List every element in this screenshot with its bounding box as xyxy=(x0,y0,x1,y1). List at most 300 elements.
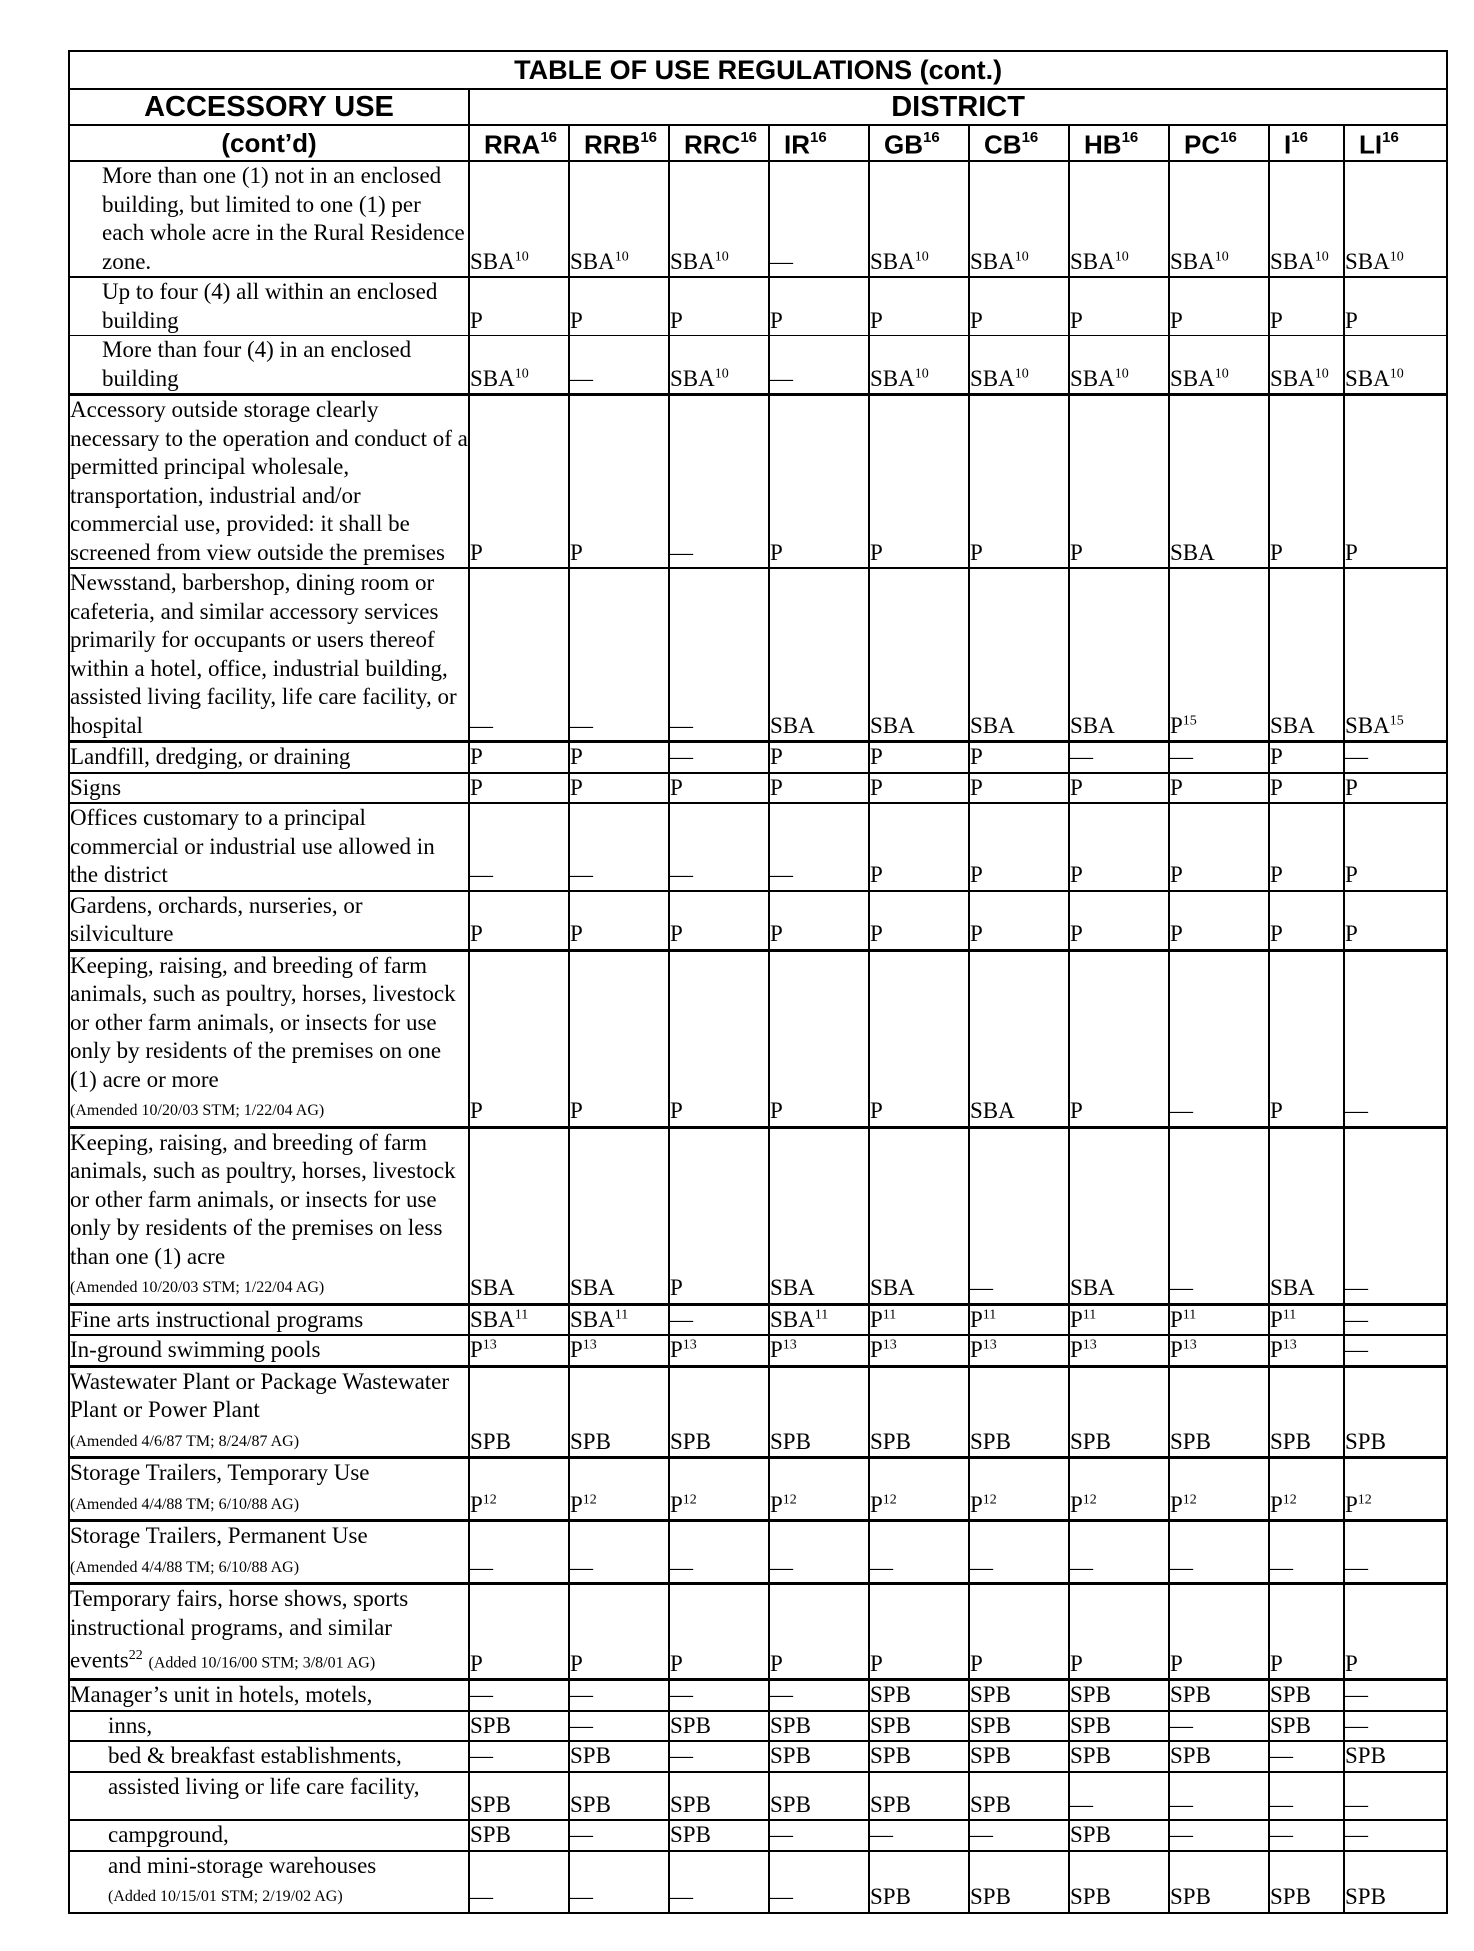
permission-code: P xyxy=(770,1491,783,1517)
use-description: bed & breakfast establishments, xyxy=(108,1743,402,1769)
district-column-header xyxy=(769,125,869,161)
permission-cell xyxy=(869,1772,969,1821)
permission-cell xyxy=(669,1772,769,1821)
permission-cell xyxy=(1344,336,1447,395)
permission-code: P xyxy=(870,1491,883,1517)
permission-code: P xyxy=(1345,1650,1358,1676)
permission-cell xyxy=(769,803,869,891)
permission-code: P xyxy=(1345,774,1358,800)
permission-cell xyxy=(469,1772,569,1821)
permission-code: SPB xyxy=(870,1712,911,1738)
permission-code: P xyxy=(870,1306,883,1332)
permission-code: — xyxy=(1345,744,1368,769)
use-description: Manager’s unit in hotels, motels, xyxy=(70,1682,373,1708)
permission-code: P xyxy=(870,1650,883,1676)
permission-code: P xyxy=(570,774,583,800)
permission-cell xyxy=(469,742,569,773)
accessory-use-subheader: (cont’d) xyxy=(69,125,469,161)
permission-cell xyxy=(1344,742,1447,773)
permission-code: SBA xyxy=(870,1275,915,1300)
permission-code: — xyxy=(1170,1791,1193,1817)
use-description-cell xyxy=(69,1851,469,1913)
permission-cell xyxy=(1169,1521,1269,1584)
permission-cell xyxy=(969,568,1069,742)
permission-code: SPB xyxy=(1070,1682,1111,1708)
use-description: More than four (4) in an enclosed building xyxy=(102,337,412,391)
permission-code: SPB xyxy=(870,1743,911,1769)
use-description: More than one (1) not in an enclosed building, but limited to one (1) per each whole acre in the Rural Residence zone. xyxy=(102,163,465,274)
table-row xyxy=(69,1458,1447,1521)
district-column-header xyxy=(469,125,569,161)
table-row xyxy=(69,395,1447,569)
use-description-cell xyxy=(69,1366,469,1458)
permission-cell xyxy=(669,1820,769,1851)
use-description-cell xyxy=(69,773,469,804)
permission-code: P xyxy=(970,774,983,800)
permission-code: SBA xyxy=(470,248,515,274)
permission-code: SPB xyxy=(1170,1428,1211,1454)
permission-code: SBA xyxy=(470,1275,515,1300)
permission-code: SPB xyxy=(870,1884,911,1910)
permission-footnote: 12 xyxy=(582,1491,597,1507)
accessory-use-header: ACCESSORY USE xyxy=(69,89,469,125)
permission-cell xyxy=(469,891,569,951)
permission-cell xyxy=(769,1127,869,1304)
permission-footnote: 13 xyxy=(1282,1337,1297,1353)
permission-cell xyxy=(669,742,769,773)
permission-cell xyxy=(569,1741,669,1772)
permission-code: P xyxy=(570,1098,583,1123)
permission-footnote: 10 xyxy=(714,365,729,381)
permission-cell xyxy=(469,336,569,395)
permission-code: — xyxy=(1170,1712,1193,1738)
permission-cell xyxy=(669,1851,769,1913)
permission-code: — xyxy=(1170,744,1193,769)
permission-cell xyxy=(669,950,769,1127)
permission-code: — xyxy=(570,862,593,887)
table-row xyxy=(69,1127,1447,1304)
permission-code: — xyxy=(570,1822,593,1848)
permission-cell xyxy=(669,1521,769,1584)
use-description: Storage Trailers, Temporary Use xyxy=(70,1460,370,1485)
permission-cell xyxy=(1269,891,1344,951)
permission-footnote: 10 xyxy=(1114,365,1129,381)
permission-code: P xyxy=(1070,862,1083,887)
permission-cell xyxy=(1269,161,1344,277)
permission-footnote: 10 xyxy=(1214,365,1229,381)
table-row xyxy=(69,1741,1447,1772)
permission-code: — xyxy=(670,1554,693,1580)
permission-code: P xyxy=(1345,539,1358,565)
permission-cell xyxy=(1269,1521,1344,1584)
permission-footnote: 10 xyxy=(514,365,529,381)
permission-code: SPB xyxy=(1345,1428,1386,1454)
permission-cell xyxy=(569,742,669,773)
permission-code: P xyxy=(1270,1098,1283,1123)
permission-code: P xyxy=(1345,862,1358,887)
permission-code: — xyxy=(1345,1098,1368,1123)
permission-cell xyxy=(1069,336,1169,395)
permission-code: SBA xyxy=(970,365,1015,391)
permission-cell xyxy=(1344,1521,1447,1584)
use-description-cell xyxy=(69,1711,469,1742)
permission-code: SPB xyxy=(1170,1743,1211,1769)
permission-cell xyxy=(969,336,1069,395)
permission-code: — xyxy=(770,1822,793,1848)
permission-code: P xyxy=(670,1491,683,1517)
permission-code: P xyxy=(770,744,783,769)
permission-footnote: 12 xyxy=(1182,1491,1197,1507)
permission-cell xyxy=(1269,568,1344,742)
permission-code: — xyxy=(670,712,693,738)
permission-cell xyxy=(1344,1366,1447,1458)
table-row xyxy=(69,277,1447,336)
permission-cell xyxy=(1069,891,1169,951)
permission-code: P xyxy=(1270,539,1283,565)
permission-code: P xyxy=(970,744,983,769)
table-row xyxy=(69,773,1447,804)
permission-code: P xyxy=(870,539,883,565)
permission-code: P xyxy=(1270,774,1283,800)
permission-code: P xyxy=(770,774,783,800)
permission-code: P xyxy=(670,774,683,800)
permission-cell xyxy=(769,336,869,395)
district-column-header xyxy=(569,125,669,161)
permission-code: SBA xyxy=(770,1275,815,1300)
permission-code: P xyxy=(770,1650,783,1676)
permission-code: P xyxy=(770,921,783,946)
permission-cell xyxy=(569,336,669,395)
table-row xyxy=(69,742,1447,773)
permission-cell xyxy=(669,1584,769,1680)
permission-cell xyxy=(569,1772,669,1821)
permission-code: — xyxy=(670,862,693,887)
permission-cell xyxy=(569,1680,669,1711)
permission-code: P xyxy=(470,307,483,333)
permission-code: SPB xyxy=(970,1428,1011,1454)
permission-code: — xyxy=(1270,1554,1293,1580)
permission-cell xyxy=(1069,395,1169,569)
permission-cell xyxy=(969,1680,1069,1711)
permission-cell xyxy=(569,568,669,742)
permission-cell xyxy=(469,1711,569,1742)
permission-cell xyxy=(1269,773,1344,804)
permission-footnote: 10 xyxy=(514,248,529,264)
permission-code: — xyxy=(670,539,693,565)
permission-code: P xyxy=(970,1337,983,1362)
permission-code: P xyxy=(470,744,483,769)
district-code: RRC xyxy=(684,130,741,161)
permission-cell xyxy=(1069,742,1169,773)
permission-cell xyxy=(669,161,769,277)
permission-code: SPB xyxy=(870,1682,911,1708)
permission-cell xyxy=(1269,1366,1344,1458)
permission-code: SPB xyxy=(1170,1682,1211,1708)
permission-code: P xyxy=(570,744,583,769)
permission-footnote: 12 xyxy=(782,1491,797,1507)
permission-cell xyxy=(569,950,669,1127)
use-description-cell xyxy=(69,1584,469,1680)
permission-code: — xyxy=(670,1306,693,1332)
permission-code: P xyxy=(470,1098,483,1123)
permission-cell xyxy=(1344,1458,1447,1521)
permission-footnote: 13 xyxy=(582,1337,597,1353)
permission-cell xyxy=(769,1335,869,1366)
permission-code: SPB xyxy=(770,1743,811,1769)
permission-code: P xyxy=(1070,539,1083,565)
permission-code: — xyxy=(1345,1712,1368,1738)
permission-code: — xyxy=(1170,1554,1193,1580)
permission-code: — xyxy=(1170,1098,1193,1123)
permission-code: — xyxy=(1345,1791,1368,1817)
permission-code: SPB xyxy=(1345,1884,1386,1910)
district-footnote: 16 xyxy=(1021,129,1039,147)
permission-code: SPB xyxy=(1270,1884,1311,1910)
permission-code: P xyxy=(1170,307,1183,333)
permission-code: — xyxy=(1345,1822,1368,1848)
permission-cell xyxy=(1344,1820,1447,1851)
permission-code: SPB xyxy=(1345,1743,1386,1769)
permission-code: SBA xyxy=(670,365,715,391)
permission-code: — xyxy=(1345,1337,1368,1362)
permission-footnote: 13 xyxy=(1082,1337,1097,1353)
permission-cell xyxy=(1269,742,1344,773)
permission-cell xyxy=(469,1741,569,1772)
permission-cell xyxy=(769,1851,869,1913)
permission-code: P xyxy=(970,307,983,333)
permission-cell xyxy=(1169,773,1269,804)
permission-code: SBA xyxy=(970,1098,1015,1123)
permission-cell xyxy=(969,1772,1069,1821)
table-row xyxy=(69,803,1447,891)
permission-cell xyxy=(969,395,1069,569)
permission-cell xyxy=(1069,1680,1169,1711)
permission-cell xyxy=(669,773,769,804)
permission-code: P xyxy=(1170,1650,1183,1676)
permission-code: SBA xyxy=(1270,248,1315,274)
permission-code: SBA xyxy=(1170,248,1215,274)
permission-cell xyxy=(869,161,969,277)
permission-code: P xyxy=(670,1650,683,1676)
permission-cell xyxy=(969,950,1069,1127)
use-description-cell xyxy=(69,1521,469,1584)
permission-code: SBA xyxy=(570,1306,615,1332)
permission-cell xyxy=(1069,1851,1169,1913)
permission-code: SBA xyxy=(1270,365,1315,391)
district-code: PC xyxy=(1184,130,1221,161)
permission-cell xyxy=(469,1584,569,1680)
permission-code: SBA xyxy=(770,712,815,738)
use-description: Up to four (4) all within an enclosed building xyxy=(102,279,438,333)
permission-code: P xyxy=(470,1337,483,1362)
district-footnote: 16 xyxy=(1121,129,1139,147)
permission-footnote: 12 xyxy=(1357,1491,1372,1507)
permission-code: SBA xyxy=(1070,712,1115,738)
permission-code: — xyxy=(1170,1275,1193,1300)
permission-footnote: 10 xyxy=(914,248,929,264)
permission-cell xyxy=(769,1820,869,1851)
permission-cell xyxy=(1069,950,1169,1127)
table-row xyxy=(69,568,1447,742)
permission-cell xyxy=(769,742,869,773)
permission-footnote: 11 xyxy=(614,1306,629,1322)
permission-code: P xyxy=(670,1098,683,1123)
permission-cell xyxy=(769,1458,869,1521)
permission-footnote: 13 xyxy=(882,1337,897,1353)
permission-code: SPB xyxy=(970,1884,1011,1910)
permission-code: SPB xyxy=(970,1712,1011,1738)
permission-code: SPB xyxy=(1270,1682,1311,1708)
permission-code: — xyxy=(570,1712,593,1738)
permission-code: P xyxy=(770,1337,783,1362)
use-description: Temporary fairs, horse shows, sports instructional programs, and similar events xyxy=(70,1586,409,1673)
permission-footnote: 15 xyxy=(1182,712,1197,728)
permission-cell xyxy=(969,277,1069,336)
permission-cell xyxy=(569,1521,669,1584)
permission-cell xyxy=(769,277,869,336)
permission-cell xyxy=(869,1851,969,1913)
permission-cell xyxy=(569,1711,669,1742)
permission-cell xyxy=(1344,891,1447,951)
permission-code: SBA xyxy=(1170,365,1215,391)
permission-code: P xyxy=(670,1275,683,1300)
use-description-cell xyxy=(69,1820,469,1851)
permission-code: P xyxy=(1170,921,1183,946)
permission-cell xyxy=(1269,1127,1344,1304)
table-row xyxy=(69,950,1447,1127)
district-column-header xyxy=(669,125,769,161)
table-row xyxy=(69,1521,1447,1584)
permission-code: P xyxy=(1270,744,1283,769)
permission-footnote: 13 xyxy=(982,1337,997,1353)
permission-cell xyxy=(1169,1741,1269,1772)
permission-code: — xyxy=(970,1822,993,1848)
permission-cell xyxy=(469,1680,569,1711)
permission-footnote: 10 xyxy=(1214,248,1229,264)
permission-code: SBA xyxy=(1345,248,1390,274)
permission-footnote: 12 xyxy=(682,1491,697,1507)
permission-code: SPB xyxy=(1070,1712,1111,1738)
table-title: TABLE OF USE REGULATIONS (cont.) xyxy=(69,51,1447,89)
permission-code: P xyxy=(570,307,583,333)
permission-footnote: 12 xyxy=(882,1491,897,1507)
district-code: IR xyxy=(784,130,810,161)
permission-cell xyxy=(569,773,669,804)
permission-cell xyxy=(669,1335,769,1366)
permission-code: P xyxy=(470,921,483,946)
permission-cell xyxy=(569,277,669,336)
permission-code: SBA xyxy=(770,1306,815,1332)
permission-cell xyxy=(1069,1711,1169,1742)
permission-cell xyxy=(869,1127,969,1304)
permission-code: P xyxy=(870,744,883,769)
use-description-cell xyxy=(69,950,469,1127)
permission-cell xyxy=(569,1584,669,1680)
district-footnote: 16 xyxy=(1291,129,1308,147)
permission-code: P xyxy=(870,1098,883,1123)
permission-code: — xyxy=(1070,1791,1093,1817)
use-description: campground, xyxy=(108,1822,229,1848)
table-row xyxy=(69,891,1447,951)
permission-cell xyxy=(1344,277,1447,336)
permission-footnote: 13 xyxy=(782,1337,797,1353)
permission-cell xyxy=(969,1366,1069,1458)
permission-cell xyxy=(469,1304,569,1335)
permission-cell xyxy=(1169,1127,1269,1304)
permission-code: SBA xyxy=(670,248,715,274)
permission-cell xyxy=(969,1521,1069,1584)
permission-code: SBA xyxy=(970,248,1015,274)
permission-cell xyxy=(569,1851,669,1913)
permission-cell xyxy=(869,950,969,1127)
permission-code: SBA xyxy=(970,712,1015,738)
permission-code: SPB xyxy=(470,1822,511,1848)
permission-code: P xyxy=(770,1098,783,1123)
permission-cell xyxy=(669,1458,769,1521)
use-description-cell xyxy=(69,1127,469,1304)
use-regulations-table xyxy=(68,50,1448,1914)
permission-cell xyxy=(569,1820,669,1851)
permission-cell xyxy=(1169,277,1269,336)
permission-code: P xyxy=(670,1337,683,1362)
permission-footnote: 10 xyxy=(1014,248,1029,264)
permission-code: SPB xyxy=(970,1743,1011,1769)
table-row xyxy=(69,1366,1447,1458)
amendment-note: (Amended 4/6/87 TM; 8/24/87 AG) xyxy=(70,1432,300,1450)
district-column-header xyxy=(1344,125,1447,161)
permission-cell xyxy=(969,1335,1069,1366)
permission-cell xyxy=(1069,1366,1169,1458)
district-code: RRA xyxy=(484,130,541,161)
permission-footnote: 10 xyxy=(1314,248,1329,264)
use-footnote: 22 xyxy=(128,1648,143,1663)
table-row xyxy=(69,1851,1447,1913)
permission-cell xyxy=(1069,1304,1169,1335)
permission-cell xyxy=(1169,1851,1269,1913)
permission-code: P xyxy=(970,921,983,946)
permission-cell xyxy=(769,950,869,1127)
permission-footnote: 11 xyxy=(882,1306,897,1322)
permission-code: SPB xyxy=(470,1791,511,1817)
permission-code: SPB xyxy=(570,1791,611,1817)
permission-code: SBA xyxy=(570,248,615,274)
table-row xyxy=(69,1335,1447,1366)
permission-cell xyxy=(569,395,669,569)
permission-code: — xyxy=(670,744,693,769)
permission-cell xyxy=(1269,1741,1344,1772)
permission-cell xyxy=(969,1127,1069,1304)
permission-code: P xyxy=(770,307,783,333)
permission-cell xyxy=(669,1366,769,1458)
use-description-cell xyxy=(69,1458,469,1521)
permission-cell xyxy=(1269,1711,1344,1742)
permission-cell xyxy=(669,336,769,395)
permission-code: — xyxy=(670,1682,693,1708)
permission-code: SPB xyxy=(670,1712,711,1738)
permission-code: — xyxy=(870,1554,893,1580)
permission-code: SPB xyxy=(1070,1743,1111,1769)
permission-cell xyxy=(969,742,1069,773)
permission-code: P xyxy=(1070,774,1083,800)
permission-cell xyxy=(669,568,769,742)
permission-code: — xyxy=(1070,1554,1093,1580)
permission-cell xyxy=(1069,1820,1169,1851)
permission-code: P xyxy=(870,1337,883,1362)
district-column-header xyxy=(1169,125,1269,161)
permission-code: SBA xyxy=(470,365,515,391)
permission-cell xyxy=(1344,1741,1447,1772)
permission-footnote: 10 xyxy=(614,248,629,264)
